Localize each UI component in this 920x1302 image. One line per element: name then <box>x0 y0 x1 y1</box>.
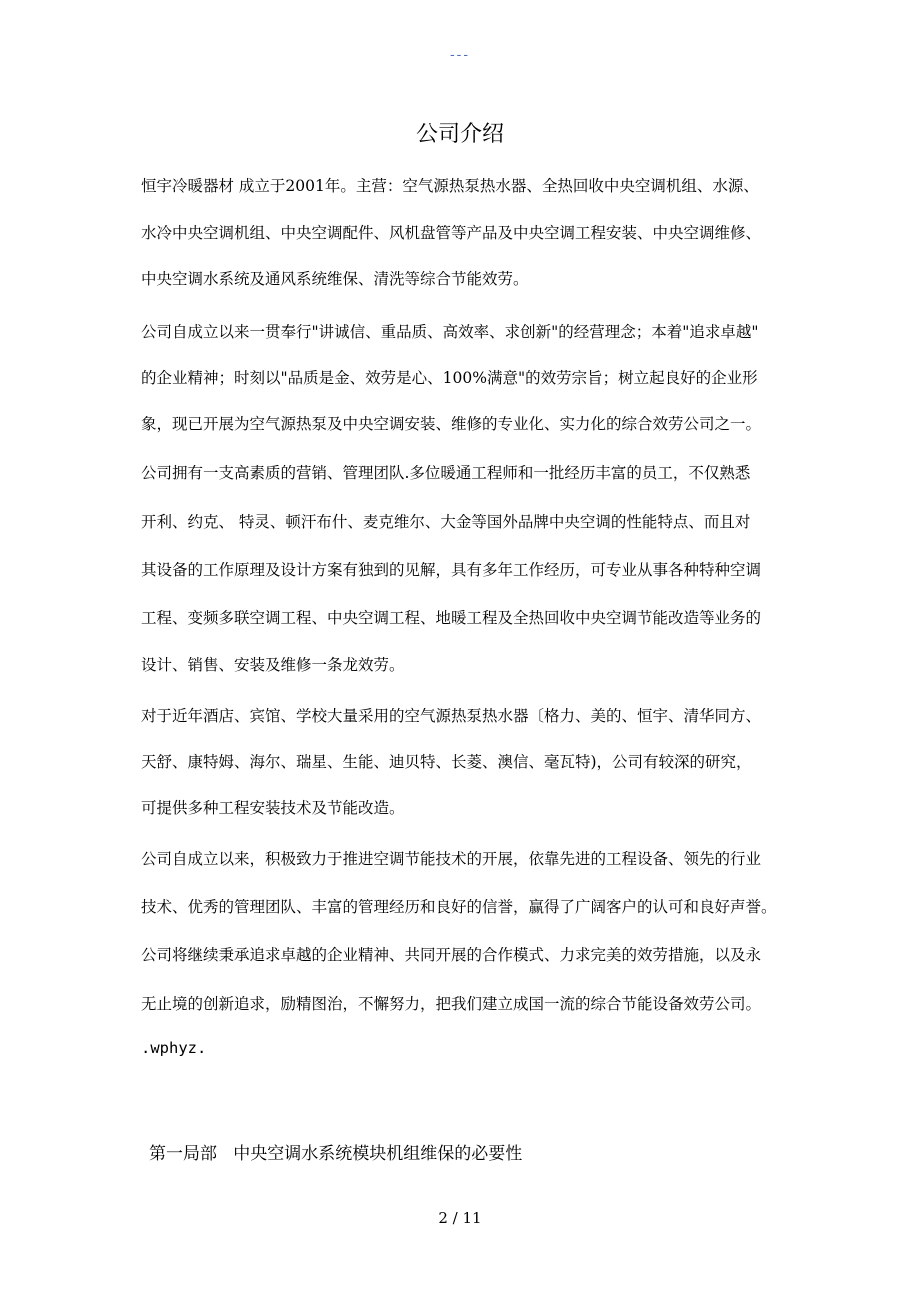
paragraph-line: 恒宇冷暖器材 成立于2001年。主营：空气源热泵热水器、全热回收中央空调机组、水源、 <box>141 177 759 195</box>
paragraph-line: 天舒、康特姆、海尔、瑞星、生能、迪贝特、长菱、澳信、毫瓦特)，公司有较深的研究， <box>141 753 752 771</box>
paragraph-line: 其设备的工作原理及设计方案有独到的见解，具有多年工作经历，可专业从事各种特种空调 <box>141 561 762 579</box>
paragraph-line: 可提供多种工程安装技术及节能改造。 <box>141 799 405 817</box>
paragraph-line: 的企业精神；时刻以"品质是金、效劳是心、100%满意"的效劳宗旨；树立起良好的企业形 <box>141 369 758 387</box>
paragraph-line: 象，现已开展为空气源热泵及中央空调安装、维修的专业化、实力化的综合效劳公司之一。 <box>141 415 762 433</box>
paragraph-line: 公司自成立以来一贯奉行"讲诚信、重品质、高效率、求创新"的经营理念；本着"追求卓越" <box>141 323 759 341</box>
paragraph-line: 公司拥有一支高素质的营销、管理团队.多位暖通工程师和一批经历丰富的员工，不仅熟悉 <box>141 464 751 482</box>
paragraph-line: 开利、约克、 特灵、顿汗布什、麦克维尔、大金等国外品牌中央空调的性能特点、而且对 <box>141 513 751 531</box>
paragraph-line: 技术、优秀的管理团队、丰富的管理经历和良好的信誉，赢得了广阔客户的认可和良好声誉。 <box>141 898 777 916</box>
paragraph-line: 公司将继续秉承追求卓越的企业精神、共同开展的合作模式、力求完美的效劳措施，以及永 <box>141 946 762 964</box>
paragraph-line: 公司自成立以来，积极致力于推进空调节能技术的开展，依靠先进的工程设备、领先的行业 <box>141 850 762 868</box>
paragraph-line: 设计、销售、安装及维修一条龙效劳。 <box>141 656 405 674</box>
section-heading: 第一局部 中央空调水系统模块机组维保的必要性 <box>149 1144 523 1164</box>
paragraph-line: 水冷中央空调机组、中央空调配件、风机盘管等产品及中央空调工程安装、中央空调维修、 <box>141 224 762 242</box>
paragraph-line: 中央空调水系统及通风系统维保、清洗等综合节能效劳。 <box>141 270 529 288</box>
paragraph-line: 对于近年酒店、宾馆、学校大量采用的空气源热泵热水器〔格力、美的、恒宇、清华同方、 <box>141 707 762 725</box>
paragraph-line: 无止境的创新追求，励精图治，不懈努力，把我们建立成国一流的综合节能设备效劳公司。 <box>141 995 762 1013</box>
page-number: 2 / 11 <box>438 1209 482 1227</box>
paragraph-line: 工程、变频多联空调工程、中央空调工程、地暖工程及全热回收中央空调节能改造等业务的 <box>141 609 762 627</box>
page-title: 公司介绍 <box>415 122 504 147</box>
website-text: .wphyz. <box>141 1039 207 1057</box>
header-mark: --- <box>449 48 471 63</box>
